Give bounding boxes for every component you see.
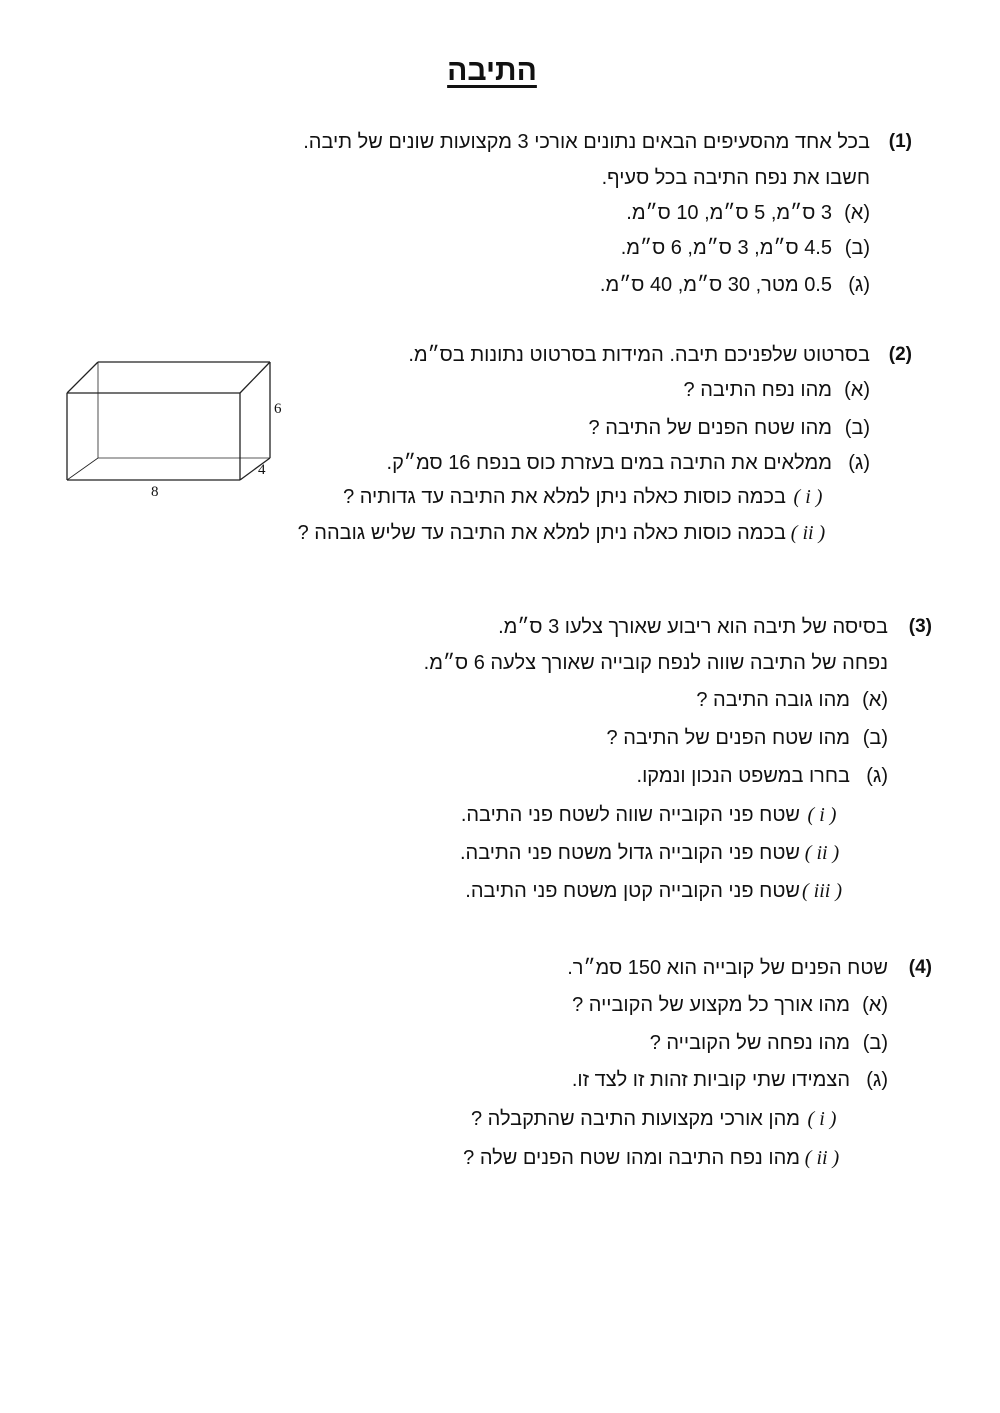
question-2-line-1-text: בסרטוט שלפניכם תיבה. המידות בסרטוט נתונות בס״מ. bbox=[408, 344, 870, 366]
item-label: (א) bbox=[862, 994, 888, 1016]
item-label: (ב) bbox=[844, 237, 870, 259]
subitem-text: בכמה כוסות כאלה ניתן למלא את התיבה עד שליש גובהה ? bbox=[297, 522, 786, 544]
question-1-item-c bbox=[600, 273, 870, 297]
box-edge-bottom-left-depth bbox=[67, 458, 98, 480]
question-2-subitem-i bbox=[343, 485, 830, 509]
question-1-number: (1) bbox=[888, 131, 912, 152]
question-1-line-2-text: חשבו את נפח התיבה בכל סעיף. bbox=[601, 167, 870, 189]
item-text: מהו שטח הפנים של התיבה ? bbox=[606, 727, 850, 749]
question-3-subitem-i bbox=[461, 803, 844, 827]
subitem-label: ( i ) bbox=[807, 1108, 837, 1130]
box-width-label: 8 bbox=[151, 484, 159, 500]
question-3-line-2-text: נפחה של התיבה שווה לנפח קובייה שאורך צלעה 6 ס״מ. bbox=[423, 652, 888, 674]
question-4-item-b bbox=[650, 1031, 888, 1055]
question-3-number: (3) bbox=[908, 616, 932, 637]
item-text: 4.5 ס״מ, 3 ס״מ, 6 ס״מ. bbox=[620, 237, 832, 259]
subitem-text: שטח פני הקובייה קטן משטח פני התיבה. bbox=[465, 880, 800, 902]
question-4-subitem-i bbox=[471, 1107, 844, 1131]
question-3-line-1-text: בסיסה של תיבה הוא ריבוע שאורך צלעו 3 ס״מ. bbox=[498, 616, 888, 638]
question-3-item-b bbox=[607, 726, 888, 750]
subitem-label: ( i ) bbox=[793, 486, 823, 508]
question-2-item-b bbox=[589, 416, 870, 440]
question-3-subitem-ii bbox=[460, 841, 844, 865]
item-text: הצמידו שתי קוביות זהות זו לצד זו. bbox=[571, 1069, 850, 1091]
subitem-text: מהו נפח התיבה ומהו שטח הפנים שלה ? bbox=[463, 1147, 800, 1169]
item-label: (ב) bbox=[862, 1032, 888, 1054]
page-title: התיבה bbox=[447, 54, 537, 87]
item-text: בחרו במשפט הנכון ונמקו. bbox=[636, 765, 850, 787]
question-3-subitem-iii bbox=[465, 879, 844, 903]
box-depth-label: 4 bbox=[258, 462, 266, 478]
question-4-subitem-ii bbox=[463, 1146, 844, 1170]
item-label: (ג) bbox=[866, 1069, 888, 1091]
item-text: מהו נפח התיבה ? bbox=[683, 379, 832, 401]
subitem-label: ( ii ) bbox=[804, 1147, 840, 1169]
box-edge-top-right-depth bbox=[240, 362, 270, 393]
item-text: מהו גובה התיבה ? bbox=[696, 689, 850, 711]
item-label: (א) bbox=[862, 689, 888, 711]
question-1-line-1 bbox=[303, 130, 870, 154]
item-text: מהו נפחה של הקובייה ? bbox=[649, 1032, 850, 1054]
item-label: (ג) bbox=[866, 765, 888, 787]
box-edge-top-left-depth bbox=[67, 362, 98, 393]
item-text: מהו שטח הפנים של התיבה ? bbox=[588, 417, 832, 439]
item-text: ממלאים את התיבה במים בעזרת כוס בנפח 16 סמ״ק. bbox=[386, 452, 832, 474]
item-label: (ג) bbox=[848, 274, 870, 296]
question-3-item-a bbox=[696, 688, 888, 712]
item-label: (א) bbox=[844, 202, 870, 224]
question-2-item-c bbox=[387, 451, 870, 475]
question-3-line-2 bbox=[424, 651, 888, 675]
item-text: 3 ס״מ, 5 ס״מ, 10 ס״מ. bbox=[626, 202, 832, 224]
subitem-label: ( ii ) bbox=[804, 842, 840, 864]
subitem-text: שטח פני הקובייה שווה לשטח פני התיבה. bbox=[460, 804, 800, 826]
question-3-item-c bbox=[637, 764, 888, 788]
subitem-label: ( i ) bbox=[807, 804, 837, 826]
item-text: מהו אורך כל מקצוע של הקובייה ? bbox=[572, 994, 850, 1016]
question-1-item-b bbox=[621, 236, 870, 260]
item-label: (א) bbox=[844, 379, 870, 401]
question-4-number: (4) bbox=[908, 957, 932, 978]
item-text: 0.5 מטר, 30 ס״מ, 40 ס״מ. bbox=[599, 274, 832, 296]
question-2-subitem-ii bbox=[298, 521, 830, 545]
subitem-text: שטח פני הקובייה גדול משטח פני התיבה. bbox=[460, 842, 800, 864]
question-1-line-1-text: בכל אחד מהסעיפים הבאים נתונים אורכי 3 מקצועות שונים של תיבה. bbox=[303, 131, 870, 153]
box-edge-bottom-right-depth bbox=[240, 458, 270, 480]
question-1-item-a bbox=[626, 201, 870, 225]
item-label: (ג) bbox=[848, 452, 870, 474]
box-height-label: 6 bbox=[274, 401, 282, 417]
box-diagram bbox=[55, 350, 295, 505]
question-2-line-1 bbox=[408, 343, 870, 367]
question-1-line-2 bbox=[602, 166, 870, 190]
item-label: (ב) bbox=[844, 417, 870, 439]
question-2-number: (2) bbox=[888, 344, 912, 365]
subitem-label: ( ii ) bbox=[790, 522, 826, 544]
question-4-line-1 bbox=[567, 956, 888, 980]
question-4-line-1-text: שטח הפנים של קובייה הוא 150 סמ״ר. bbox=[567, 957, 888, 979]
item-label: (ב) bbox=[862, 727, 888, 749]
subitem-label: ( iii ) bbox=[802, 880, 842, 902]
question-4-item-a bbox=[572, 993, 888, 1017]
question-2-item-a bbox=[684, 378, 870, 402]
subitem-text: בכמה כוסות כאלה ניתן למלא את התיבה עד גדותיה ? bbox=[343, 486, 786, 508]
question-3-line-1 bbox=[498, 615, 888, 639]
question-4-item-c bbox=[572, 1068, 888, 1092]
subitem-text: מהן אורכי מקצועות התיבה שהתקבלה ? bbox=[471, 1108, 800, 1130]
